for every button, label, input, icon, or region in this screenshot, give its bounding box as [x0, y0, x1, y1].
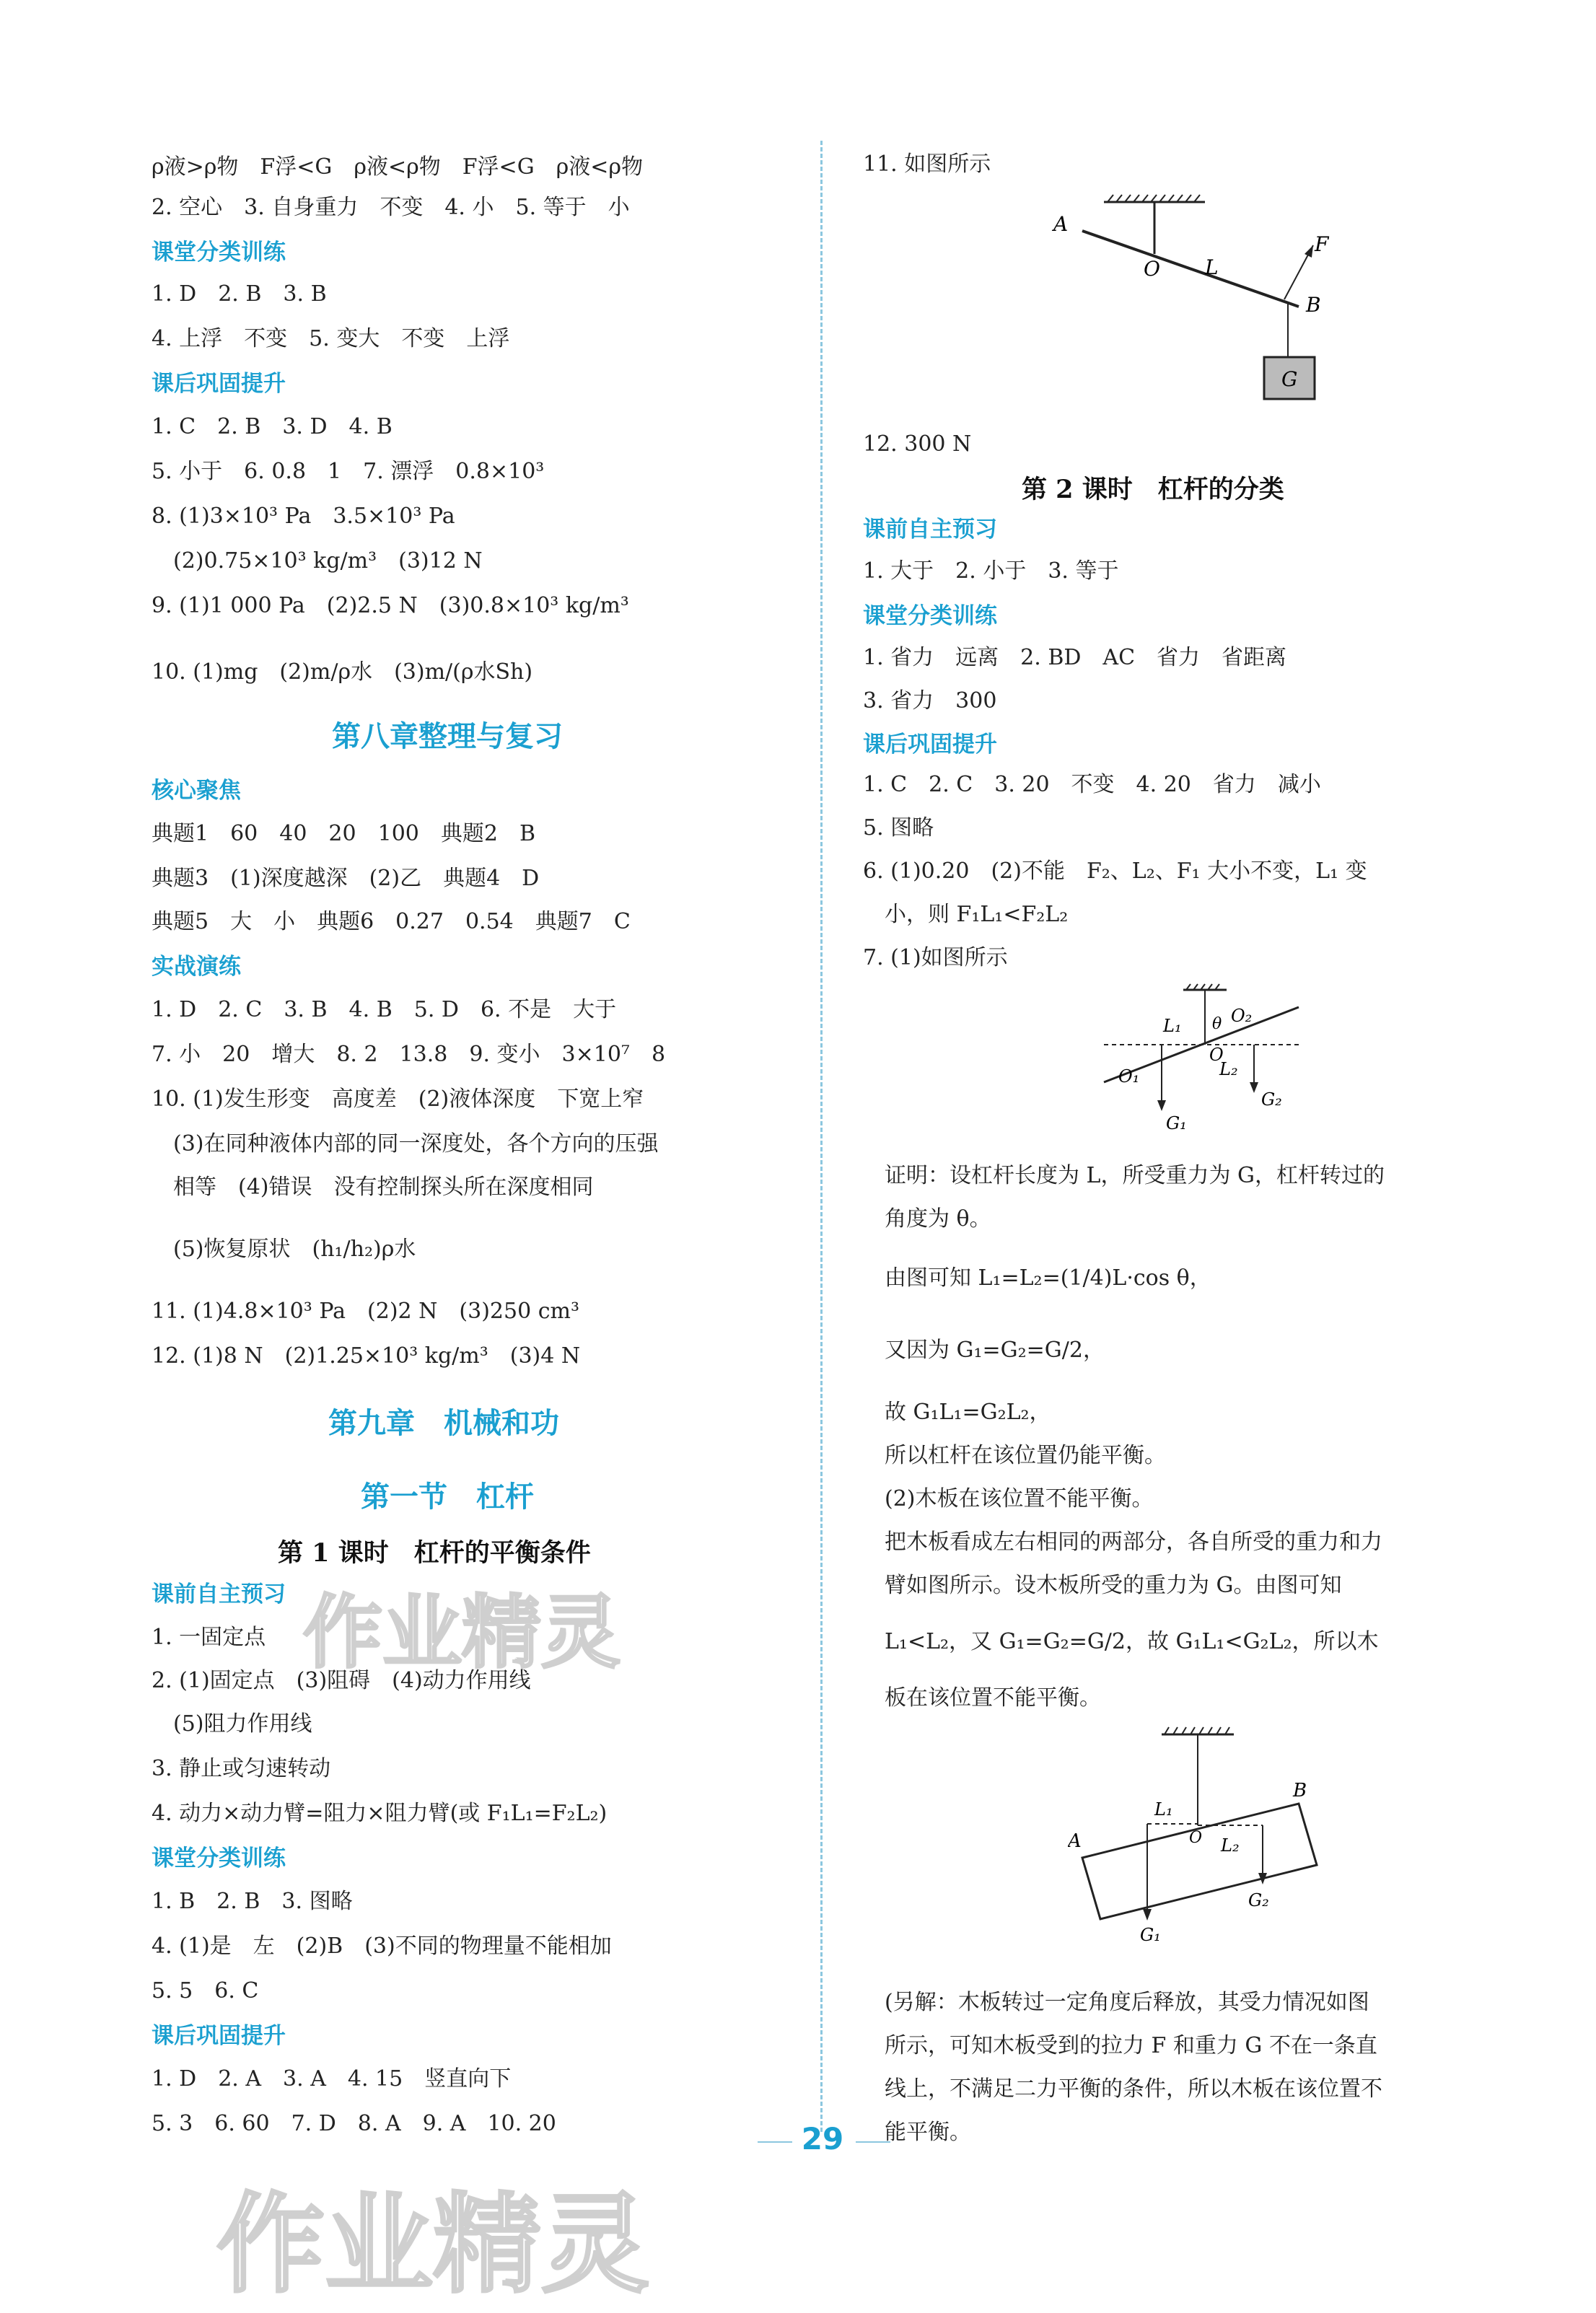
left-line-24: 11. (1)4.8×10³ Pa (2)2 N (3)250 cm³	[152, 1299, 579, 1324]
right-section-heading-8: 课后巩固提升	[863, 732, 997, 758]
left-line-16: 典题5 大 小 典题6 0.27 0.54 典题7 C	[152, 909, 631, 934]
left-line-22: 相等 (4)错误 没有控制探头所在深度相同	[152, 1175, 594, 1200]
left-line-37: 4. (1)是 左 (2)B (3)不同的物理量不能相加	[152, 1934, 612, 1959]
right-line-16: 由图可知 L₁=L₂=(1/4)L·cos θ，	[863, 1265, 1211, 1291]
left-line-34: 4. 动力×动力臂=阻力×阻力臂(或 F₁L₁=F₂L₂)	[152, 1801, 608, 1826]
label-G1: G₁	[1166, 1113, 1187, 1133]
left-line-30: 1. 一固定点	[152, 1625, 266, 1650]
left-line-15: 典题3 (1)深度越深 (2)乙 典题4 D	[152, 866, 540, 891]
left-line-6: 1. C 2. B 3. D 4. B	[152, 414, 393, 439]
right-line-18: 故 G₁L₁=G₂L₂，	[863, 1400, 1051, 1425]
left-chapter-title-26: 第九章 机械和功	[328, 1407, 559, 1440]
right-line-4: 1. 大于 2. 小于 3. 等于	[863, 558, 1119, 584]
label-O2: O₂	[1231, 1006, 1253, 1026]
right-line-11: 6. (1)0.20 (2)不能 F₂、L₂、F₁ 大小不变，L₁ 变	[863, 859, 1367, 884]
lever-figure-q11	[1039, 188, 1342, 418]
right-line-14: 证明：设杠杆长度为 L，所受重力为 G，杠杆转过的	[863, 1163, 1385, 1188]
right-line-22: 臂如图所示。设木板所受的重力为 G。由图可知	[863, 1573, 1342, 1598]
left-chapter-title-27: 第一节 杠杆	[361, 1480, 534, 1514]
label-L1: L₁	[1154, 1799, 1173, 1820]
board-figure-q7-2	[1068, 1724, 1342, 1970]
right-line-19: 所以杠杆在该位置仍能平衡。	[863, 1443, 1166, 1468]
right-line-26: 所示，可知木板受到的拉力 F 和重力 G 不在一条直	[863, 2033, 1377, 2058]
right-line-6: 1. 省力 远离 2. BD AC 省力 省距离	[863, 645, 1287, 670]
left-line-33: 3. 静止或匀速转动	[152, 1756, 331, 1781]
left-line-23: (5)恢复原状 (h₁/h₂)ρ水	[152, 1237, 416, 1262]
label-O1: O₁	[1118, 1066, 1140, 1087]
label-A: A	[1068, 1830, 1082, 1852]
right-line-23: L₁<L₂，又 G₁=G₂=G/2，故 G₁L₁<G₂L₂，所以木	[863, 1629, 1379, 1654]
left-line-9: (2)0.75×10³ kg/m³ (3)12 N	[152, 548, 483, 574]
page-number: 29	[801, 2121, 844, 2156]
right-line-7: 3. 省力 300	[863, 688, 997, 714]
label-L1: L₁	[1163, 1016, 1182, 1036]
right-line-10: 5. 图略	[863, 815, 934, 841]
left-line-31: 2. (1)固定点 (3)阻碍 (4)动力作用线	[152, 1668, 531, 1693]
left-section-heading-13: 核心聚焦	[152, 778, 241, 804]
label-B: B	[1293, 1780, 1307, 1801]
label-G: G	[1281, 367, 1298, 391]
left-line-38: 5. 5 6. C	[152, 1978, 259, 2003]
lever-figure-q7-1	[1097, 981, 1313, 1140]
label-G2: G₂	[1261, 1089, 1282, 1110]
column-divider	[820, 141, 823, 2132]
right-line-27: 线上，不满足二力平衡的条件，所以木板在该位置不	[863, 2076, 1382, 2102]
left-line-7: 5. 小于 6. 0.8 1 7. 漂浮 0.8×10³	[152, 459, 545, 484]
left-line-41: 5. 3 6. 60 7. D 8. A 9. A 10. 20	[152, 2111, 556, 2136]
right-line-1: 12. 300 N	[863, 431, 972, 457]
left-line-18: 1. D 2. C 3. B 4. B 5. D 6. 不是 大于	[152, 997, 617, 1022]
right-line-15: 角度为 θ。	[863, 1206, 991, 1232]
right-line-9: 1. C 2. C 3. 20 不变 4. 20 省力 减小	[863, 772, 1321, 797]
right-line-21: 把木板看成左右相同的两部分，各自所受的重力和力	[863, 1529, 1382, 1555]
label-O: O	[1189, 1829, 1203, 1847]
left-line-10: 9. (1)1 000 Pa (2)2.5 N (3)0.8×10³ kg/m³	[152, 593, 629, 618]
left-section-heading-39: 课后巩固提升	[152, 2023, 286, 2049]
right-line-28: 能平衡。	[863, 2120, 971, 2145]
left-line-19: 7. 小 20 增大 8. 2 13.8 9. 变小 3×10⁷ 8	[152, 1042, 666, 1067]
left-line-1: 2. 空心 3. 自身重力 不变 4. 小 5. 等于 小	[152, 195, 630, 220]
left-section-heading-2: 课堂分类训练	[152, 240, 286, 265]
right-section-heading-5: 课堂分类训练	[863, 603, 997, 629]
right-line-0: 11. 如图所示	[863, 152, 991, 177]
right-line-17: 又因为 G₁=G₂=G/2，	[863, 1338, 1105, 1363]
label-theta: θ	[1212, 1015, 1222, 1033]
right-line-13: 7. (1)如图所示	[863, 945, 1008, 970]
left-section-heading-35: 课堂分类训练	[152, 1845, 286, 1871]
left-line-36: 1. B 2. B 3. 图略	[152, 1889, 353, 1914]
label-O: O	[1209, 1045, 1224, 1065]
label-L: L	[1205, 255, 1219, 279]
right-section-heading-3: 课前自主预习	[863, 517, 997, 543]
left-section-heading-5: 课后巩固提升	[152, 371, 286, 397]
left-line-20: 10. (1)发生形变 高度差 (2)液体深度 下宽上窄	[152, 1087, 644, 1112]
right-lesson-title-2: 第 2 课时 杠杆的分类	[1022, 475, 1284, 504]
label-F: F	[1315, 232, 1329, 256]
left-line-32: (5)阻力作用线	[152, 1711, 312, 1737]
left-line-14: 典题1 60 40 20 100 典题2 B	[152, 821, 536, 846]
label-G2: G₂	[1248, 1890, 1269, 1910]
left-line-21: (3)在同种液体内部的同一深度处，各个方向的压强	[152, 1131, 659, 1156]
left-line-25: 12. (1)8 N (2)1.25×10³ kg/m³ (3)4 N	[152, 1343, 581, 1369]
label-L2: L₂	[1219, 1059, 1238, 1079]
right-line-24: 板在该位置不能平衡。	[863, 1685, 1101, 1711]
watermark-middle: 作业精灵	[303, 1586, 621, 1679]
left-section-heading-29: 课前自主预习	[152, 1581, 286, 1607]
page-number-bar-right	[856, 2141, 890, 2143]
right-line-12: 小，则 F₁L₁<F₂L₂	[863, 902, 1069, 927]
left-line-3: 1. D 2. B 3. B	[152, 281, 327, 307]
right-line-20: (2)木板在该位置不能平衡。	[863, 1486, 1154, 1511]
left-chapter-title-12: 第八章整理与复习	[332, 720, 563, 753]
label-G1: G₁	[1140, 1925, 1161, 1945]
left-section-heading-17: 实战演练	[152, 954, 241, 980]
right-line-25: (另解：木板转过一定角度后释放，其受力情况如图	[863, 1990, 1369, 2015]
label-L2: L₂	[1221, 1835, 1240, 1856]
label-A: A	[1053, 212, 1069, 236]
left-line-8: 8. (1)3×10³ Pa 3.5×10³ Pa	[152, 504, 455, 529]
left-line-40: 1. D 2. A 3. A 4. 15 竖直向下	[152, 2066, 512, 2092]
label-B: B	[1306, 293, 1321, 317]
left-line-11: 10. (1)mg (2)m/ρ水 (3)m/(ρ水Sh)	[152, 659, 533, 685]
left-line-4: 4. 上浮 不变 5. 变大 不变 上浮	[152, 326, 510, 351]
left-lesson-title-28: 第 1 课时 杠杆的平衡条件	[278, 1538, 591, 1568]
label-O: O	[1144, 257, 1160, 281]
watermark-bottom: 作业精灵	[216, 2182, 650, 2308]
left-line-0: ρ液>ρ物 F浮<G ρ液<ρ物 F浮<G ρ液<ρ物	[152, 154, 644, 180]
